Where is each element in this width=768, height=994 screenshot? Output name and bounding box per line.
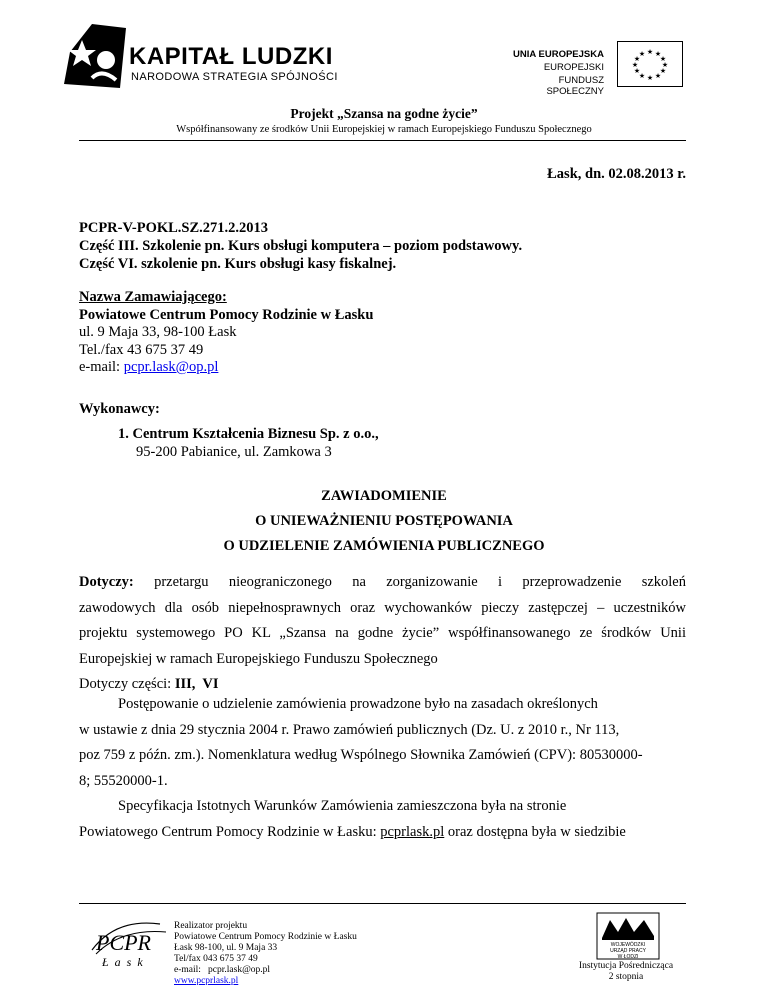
contractors-label: Wykonawcy: [79,401,160,417]
pcpr-logo [86,914,172,970]
svg-text:★: ★ [661,61,669,69]
svg-text:★: ★ [638,72,646,80]
email-link[interactable]: pcpr.lask@op.pl [123,359,219,375]
reference-part-3: Część III. Szkolenie pn. Kurs obsługi komputera – poziom podstawowy. [79,238,523,254]
wup-line-2: URZĄD PRACY [610,948,646,954]
paragraph-2-line-2 [79,820,686,846]
email-label: e-mail: [79,359,124,375]
eu-label-2: EUROPEJSKI [543,62,604,73]
eu-label-1: UNIA EUROPEJSKA [513,49,604,60]
contracting-address: ul. 9 Maja 33, 98-100 Łask [79,324,237,340]
dotyczy-line-4: Europejskiej w ramach Europejskiego Funduszu Społecznego [79,650,438,667]
footer-line-2: Powiatowe Centrum Pomocy Rodzinie w Łasku [174,932,357,942]
contractor-item [118,425,379,461]
dotyczy-line-2: zawodowych dla osób niepełnosprawnych oraz wychowanków pieczy zastępczej – uczestników [79,599,686,616]
document-date: Łask, dn. 02.08.2013 r. [547,166,686,182]
reference-number: PCPR-V-POKL.SZ.271.2.2013 [79,220,269,236]
contracting-label: Nazwa Zamawiającego: [79,289,227,305]
dotyczy-label: Dotyczy: [79,574,134,590]
header-divider [79,140,686,141]
contracting-phone: Tel./fax 43 675 37 49 [79,341,204,358]
svg-text:★: ★ [654,72,662,80]
svg-text:★: ★ [633,55,641,63]
svg-text:★: ★ [659,67,667,75]
svg-text:★: ★ [646,74,654,82]
notice-subtitle-1: O UNIEWAŻNIENIU POSTĘPOWANIA [255,513,513,529]
institution-line-2: 2 stopnia [608,972,644,982]
footer-line-4: Tel/fax 043 675 37 49 [174,954,258,964]
paragraph-1-line-3: poz 759 z późn. zm.). Nomenklatura według Wspólnego Słownika Zamówień (CPV): 80530000- [79,747,643,763]
dotyczy-text-1: przetargu nieograniczonego na zorganizowanie i przeprowadzenie szkoleń [133,574,686,590]
paragraph-1 [79,692,686,845]
kapital-ludzki-subtitle: NARODOWA STRATEGIA SPÓJNOŚCI [131,71,338,83]
svg-text:★: ★ [638,50,646,58]
footer-divider [79,903,686,904]
contracting-authority [79,289,373,377]
notice-subtitle-2: O UDZIELENIE ZAMÓWIENIA PUBLICZNEGO [223,538,545,554]
paragraph-2-line-1: Specyfikacja Istotnych Warunków Zamówienia zamieszczona była na stronie [118,798,567,814]
institution-line-1: Instytucja Pośrednicząca [578,961,674,971]
svg-text:★: ★ [633,67,641,75]
reference-part-6: Część VI. szkolenie pn. Kurs obsługi kasy fiskalnej. [79,256,397,272]
kapital-ludzki-title: KAPITAŁ LUDZKI [129,43,333,70]
wup-logo [596,912,660,960]
pcpr-logo-sub: Łask [102,955,149,969]
dotyczy-line-3: projektu systemowego PO KL „Szansa na godne życie” współfinansowanego ze środków Unii [79,625,686,641]
cofinancing-note: Współfinansowany ze środków Unii Europejskiej w ramach Europejskiego Funduszu Społecznego [176,124,592,135]
dotyczy-section [79,570,686,698]
parts-value: III, VI [174,676,219,692]
paragraph-1-line-1: Postępowanie o udzielenie zamówienia prowadzone było na zasadach określonych [118,696,598,712]
svg-text:★: ★ [659,55,667,63]
kapital-ludzki-logo [62,22,128,92]
contractor-name: Centrum Kształcenia Biznesu Sp. z o.o., [132,426,379,442]
pcpr-logo-text: PCPR [96,930,151,955]
contracting-email-row [79,359,373,377]
paragraph-2-text-b: oraz dostępna była w siedzibie [444,823,626,840]
paragraph-2-text-a: Powiatowego Centrum Pomocy Rodzinie w Łasku: [79,823,381,840]
footer-line-5: e-mail: pcpr.lask@op.pl [174,965,271,975]
eu-flag-icon [617,41,683,87]
footer-website-link[interactable]: www.pcprlask.pl [174,976,239,986]
eu-label-3: FUNDUSZ SPOŁECZNY [546,75,604,97]
wup-line-3: W ŁODZI [617,954,639,960]
footer-line-1: Realizator projektu [174,921,248,931]
paragraph-1-line-2: w ustawie z dnia 29 stycznia 2004 r. Prawo zamówień publicznych (Dz. U. z 2010 r., Nr 113, [79,721,620,738]
notice-title: ZAWIADOMIENIE [321,488,447,504]
website-link[interactable]: pcprlask.pl [380,823,445,840]
svg-text:★: ★ [646,48,654,56]
svg-text:★: ★ [654,50,662,58]
project-title: Projekt „Szansa na godne życie” [290,106,478,121]
svg-text:★: ★ [631,61,639,69]
contractor-number: 1. [118,426,129,442]
dotyczy-line-1 [79,570,686,596]
parts-label: Dotyczy części: [79,676,175,692]
paragraph-1-line-4: 8; 55520000-1. [79,772,168,789]
contracting-name: Powiatowe Centrum Pomocy Rodzinie w Łasku [79,306,374,323]
intermediate-institution [578,961,674,983]
contractor-address: 95-200 Pabianice, ul. Zamkowa 3 [136,444,332,460]
footer-line-3: Łask 98-100, ul. 9 Maja 33 [174,943,278,953]
footer-contact [174,921,357,987]
wup-line-1: WOJEWÓDZKI [610,942,646,948]
reference-block [79,219,522,273]
